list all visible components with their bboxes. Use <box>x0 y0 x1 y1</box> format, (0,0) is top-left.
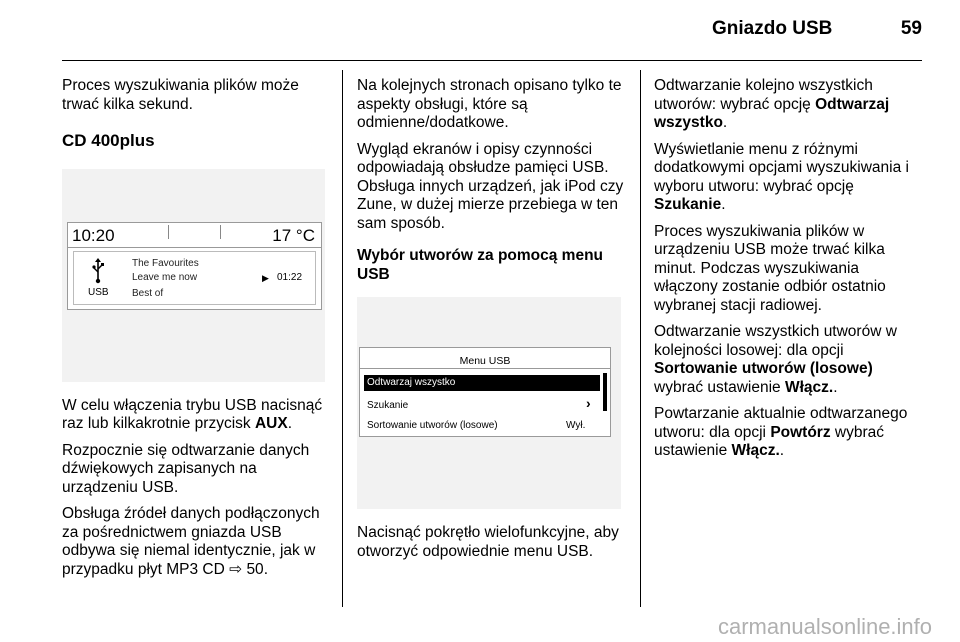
usb-menu-figure <box>357 297 621 509</box>
track-time: 01:22 <box>277 271 303 283</box>
scrollbar <box>603 373 607 411</box>
paragraph: Odtwarzanie kolejno wszystkich utworów: wybrać opcję Odtwarzaj wszystko. <box>654 77 890 131</box>
status-divider <box>68 247 321 248</box>
temperature: 17 °C <box>272 225 315 245</box>
paragraph: Powtarzanie aktualnie odtwarzanego utworu: dla opcji Powtórz wybrać ustawienie Włącz.. <box>654 405 908 459</box>
separator <box>220 225 221 239</box>
aux-button-label: AUX <box>254 415 288 432</box>
menu-item-selected: Odtwarzaj wszystko <box>364 375 600 391</box>
track-item: Leave me now <box>132 271 198 283</box>
column-2 <box>357 77 629 569</box>
column-divider <box>342 70 343 607</box>
header-divider <box>62 60 922 61</box>
column-divider <box>640 70 641 607</box>
track-item: Best of <box>132 287 164 299</box>
section-heading: CD 400plus <box>62 131 155 150</box>
paragraph: Nacisnąć pokrętło wielofunkcyjne, aby otworzyć odpowiednie menu USB. <box>357 524 619 560</box>
column-3 <box>654 77 926 469</box>
track-item: The Favourites <box>132 257 199 269</box>
paragraph: Odtwarzanie wszystkich utworów w kolejności losowej: dla opcji Sortowanie utworów (losowe) wybrać ustawienie Włącz.. <box>654 323 897 396</box>
watermark: carmanualsonline.info <box>718 614 933 639</box>
menu-item-value: Wył. <box>566 420 586 431</box>
subheading: Wybór utworów za pomocą menu USB <box>357 247 604 283</box>
clock: 10:20 <box>72 225 115 245</box>
usb-panel <box>73 251 316 305</box>
page-ref-icon: ⇨ <box>229 560 243 578</box>
paragraph: Proces wyszukiwania plików może trwać kilka sekund. <box>62 77 299 113</box>
separator <box>168 225 169 239</box>
usb-menu-screen <box>359 347 611 437</box>
paragraph: Proces wyszukiwania plików w urządzeniu USB może trwać kilka minut. Podczas wyszukiwania włączony zostanie odbiór ostatnio wybranej stacji radiowej. <box>654 222 886 314</box>
usb-label: USB <box>88 286 109 298</box>
radio-screen <box>67 222 322 310</box>
paragraph: Obsługa źródeł danych podłączonych za pośrednictwem gniazda USB odbywa się niemal identycznie, jak w przypadku płyt MP3 CD ⇨ 50. <box>62 505 320 578</box>
paragraph: Rozpocznie się odtwarzanie danych dźwiękowych zapisanych na urządzeniu USB. <box>62 441 310 496</box>
page-ref: 50 <box>246 560 264 578</box>
paragraph: Wygląd ekranów i opisy czynności odpowiadają obsłudze pamięci USB. Obsługa innych urządzeń, jak iPod czy Zune, w dużej mierze przebiega w ten sam sposób. <box>357 140 624 232</box>
page-number: 59 <box>900 18 922 39</box>
paragraph: Na kolejnych stronach opisano tylko te aspekty obsługi, które są odmienne/dodatkowe. <box>357 77 622 131</box>
paragraph: Wyświetlanie menu z różnymi dodatkowymi opcjami wyszukiwania i wyboru utworu: wybrać opcję Szukanie. <box>654 140 909 213</box>
play-icon: ▶ <box>262 272 269 283</box>
menu-divider <box>360 368 610 369</box>
radio-display-figure <box>62 169 325 382</box>
menu-item: Szukanie <box>367 400 409 411</box>
column-1 <box>62 77 330 587</box>
menu-title: Menu USB <box>459 355 511 367</box>
chevron-right-icon: › <box>586 395 591 411</box>
page-title: Gniazdo USB <box>712 18 833 39</box>
paragraph: W celu włączenia trybu USB nacisnąć raz lub kilkakrotnie przycisk AUX. <box>62 396 323 432</box>
menu-item: Sortowanie utworów (losowe) <box>367 420 498 431</box>
